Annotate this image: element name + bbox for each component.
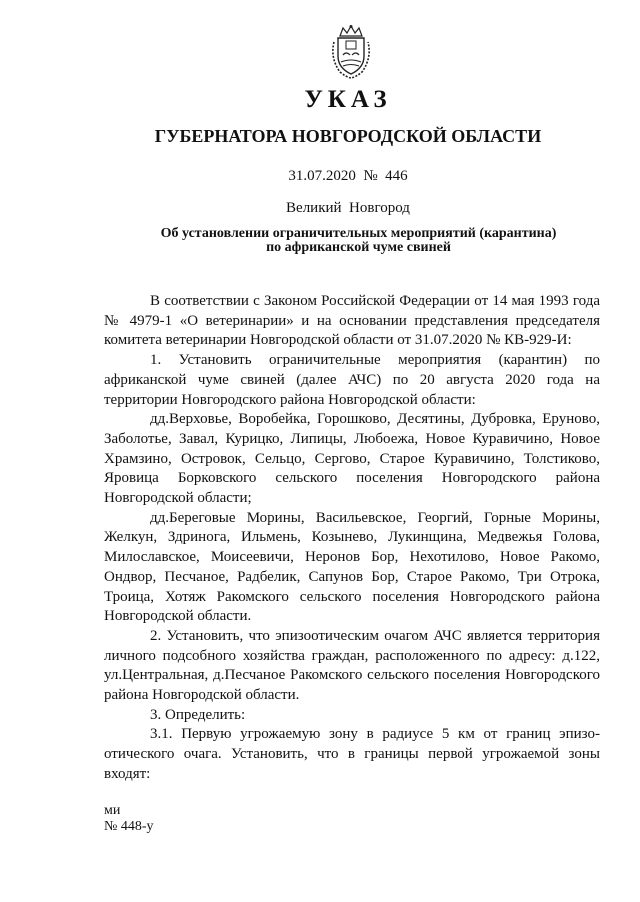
footer xyxy=(104,803,154,835)
footer-initials: ми xyxy=(104,803,121,818)
document-type: УКАЗ xyxy=(304,86,392,113)
paragraph-borki-villages: дд.Верховье, Воробейка, Горошково, Десятины, Дубровка, Еруново, Заболотье, Завал, Курицко, Липицы, Любоежа, Новое Куравичино, Новое Храмзино, Островок, Сельцо, Сергово, Старое Куравичино, Толстиково, Яровица Борковского сельского поселения Новгородского района Новгородской области; xyxy=(104,411,600,507)
paragraph-item-1: 1. Установить ограничительные мероприятия (карантин) по африканской чуме свиней (далее АЧС) по 20 августа 2020 года на территории Новгородского района Новгородской области: xyxy=(104,352,600,408)
document-body xyxy=(104,292,600,785)
paragraph-preamble: В соответствии с Законом Российской Федерации от 14 мая 1993 года № 4979-1 «О ветеринарии» и на основании представления председателя комитета ветеринарии Новгородской области от 31.07.2020 № КВ-929-И: xyxy=(104,293,600,349)
coat-of-arms-icon xyxy=(328,24,374,80)
paragraph-rakoma-villages: дд.Береговые Морины, Васильевское, Георгий, Горные Морины, Желкун, Здринога, Ильмень, Козынево, Лукинщина, Медвежья Голова, Милославское, Моисеевичи, Неронов Бор, Нехотилово, Новое Ракомо, Ондвор, Песчаное, Радбелик, Сапунов Бор, Старое Ракомо, Три Отрока, Троица, Хотяж Ракомского сельского поселения Новгородского района Новгородской области. xyxy=(104,509,600,625)
paragraph-item-3: 3. Определить: xyxy=(150,706,246,723)
footer-reference: № 448-у xyxy=(104,819,154,834)
paragraph-item-2: 2. Установить, что эпизоотическим очагом АЧС является территория личного подсобного хозяйства граждан, расположенного по адресу: д.122, ул.Центральная, д.Песчаное Ракомского сельского поселения Новгородского района Новгородской области. xyxy=(104,627,600,704)
city: Великий Новгород xyxy=(286,200,410,216)
issuer-title: ГУБЕРНАТОРА НОВГОРОДСКОЙ ОБЛАСТИ xyxy=(154,126,542,146)
subject-line: Об установлении ограничительных мероприятий (карантина) xyxy=(160,226,557,241)
document-subject xyxy=(96,227,621,255)
date-and-number: 31.07.2020 № 446 xyxy=(288,168,408,184)
subject-line: по африканской чуме свиней xyxy=(266,240,451,255)
paragraph-item-3-1: 3.1. Первую угрожаемую зону в радиусе 5 км от границ эпизо-отического очага. Установить, что в границы первой угрожаемой зоны входят: xyxy=(104,726,600,782)
